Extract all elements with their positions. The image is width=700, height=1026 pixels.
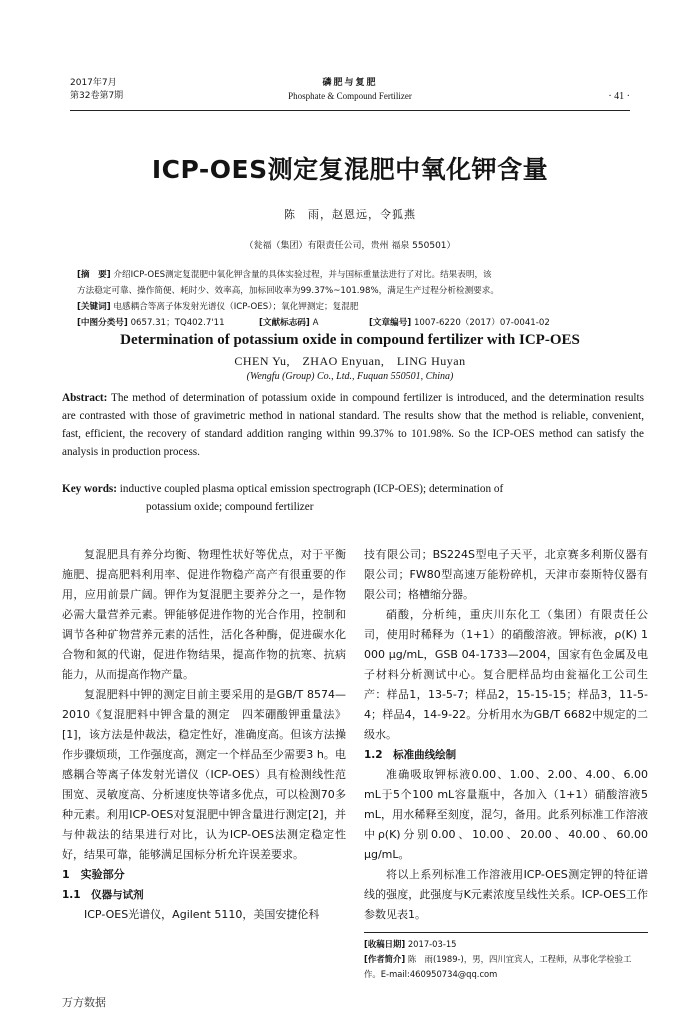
classification-row [77, 315, 640, 331]
article-no-item [369, 315, 550, 331]
article-no-label: [文章编号] [369, 318, 412, 328]
keywords-cn-row [77, 299, 640, 315]
article-no-value: 1007-6220（2017）07-0041-02 [413, 318, 550, 328]
clc-value: 0657.31；TQ402.7'11 [130, 318, 225, 328]
keywords-en [62, 480, 644, 516]
keywords-cn-label: [关键词] [77, 302, 111, 312]
abstract-en-text: The method of determination of potassium oxide in compound fertilizer is introduced, and the determination results are contrasted with those of gravimetric method in national standard. The results show that the method is reliable, convenient, fast, efficient, the recovery of standard addition ranging within 99.37% to 101.98%. So the ICP-OES method can satisfy the analysis in production process. [62, 392, 644, 458]
abstract-cn-text1: 介绍ICP-OES测定复混肥中氧化钾含量的具体实验过程，并与国标重量法进行了对比。结果表明，该 [113, 270, 492, 280]
body-column-right [364, 545, 648, 925]
abstract-cn-text2: 方法稳定可靠、操作简便、耗时少、效率高，加标回收率为99.37%~101.98%，满足生产过程分析检测要求。 [77, 286, 499, 296]
journal-name-cn: 磷肥与复肥 [322, 78, 378, 88]
volume-issue: 第32卷第7期 [70, 91, 124, 101]
subsection-heading-calibration: 1.2 标准曲线绘制 [364, 749, 457, 761]
affiliation-en: (Wengfu (Group) Co., Ltd., Fuquan 550501, China) [246, 371, 454, 382]
author-bio [364, 952, 648, 982]
instruments-paragraph: ICP-OES光谱仪，Agilent 5110，美国安捷伦科 [84, 908, 320, 921]
clc-label: [中图分类号] [77, 318, 128, 328]
doc-code-label: [文献标志码] [259, 318, 310, 328]
received-date [364, 937, 648, 952]
page-number: · 41 · [608, 91, 630, 102]
section-heading-experimental: 1 实验部分 [62, 868, 125, 881]
intro-paragraph-2: 复混肥料中钾的测定目前主要采用的是GB/T 8574—2010《复混肥料中钾含量的测定 四苯硼酸钾重量法》[1]，该方法是仲裁法，稳定性好，准确度高。但该方法操作步骤烦琐，工作强度高，测定一个样品至少需要3 h。电感耦合等离子体发射光谱仪（ICP-OES）具有检测线性范围宽、灵敏度高、分析速度快等诸多优点，可以检测70多种元素。利用ICP-OES对复混肥中钾含量进行测定[2]，并与仲裁法的结果进行对比，认为ICP-OES法测定稳定性好，结果可靠，能够满足国标分析允许误差要求。 [62, 688, 346, 861]
keywords-en-line1 [62, 480, 644, 498]
keywords-en-label: Key words: [62, 483, 117, 495]
subsection-heading-instruments: 1.1 仪器与试剂 [62, 889, 144, 901]
abstract-cn-line1 [77, 267, 640, 283]
running-header [70, 77, 630, 111]
author-bio-text: 陈 雨(1989-)，男，四川宜宾人，工程师，从事化学检验工作。E-mail:460950734@qq.com [364, 954, 632, 979]
abstract-cn-label: [摘 要] [77, 270, 111, 280]
doc-code-value: A [312, 318, 319, 328]
year-month: 2017年7月 [70, 78, 117, 88]
abstract-cn [77, 267, 640, 331]
reagents-paragraph: 硝酸，分析纯，重庆川东化工（集团）有限责任公司，使用时稀释为（1+1）的硝酸溶液。钾标液，ρ(K) 1 000 μg/mL，GSB 04-1733—2004，国家有色金属及电子材料分析测试中心。复合肥样品均由瓮福化工公司生产：样品1，13-5-7；样品2，15-15-15；样品3，11-5-4；样品4，14-9-22。分析用水为GB/T 6682中规定的二级水。 [364, 608, 648, 741]
title-en: Determination of potassium oxide in compound fertilizer with ICP-OES [120, 332, 580, 348]
affiliation-cn: （瓮福（集团）有限责任公司，贵州 福泉 550501） [244, 241, 456, 251]
received-label: [收稿日期] [364, 939, 406, 949]
received-value: 2017-03-15 [407, 939, 457, 949]
calibration-paragraph-1: 准确吸取钾标液0.00、1.00、2.00、4.00、6.00 mL于5个100 mL容量瓶中，各加入（1+1）硝酸溶液5 mL，用水稀释至刻度，混匀，备用。此系列标准工作溶液中ρ(K)分别0.00、10.00、20.00、40.00、60.00 μg/mL。 [364, 768, 648, 861]
clc-item [77, 315, 259, 331]
keywords-en-text2: potassium oxide; compound fertilizer [146, 501, 314, 513]
authors-en: CHEN Yu, ZHAO Enyuan, LING Huyan [234, 354, 466, 368]
authors-cn: 陈 雨，赵恩远，令狐燕 [284, 208, 416, 221]
journal-name-en: Phosphate & Compound Fertilizer [288, 91, 412, 101]
title-cn: ICP-OES测定复混肥中氧化钾含量 [151, 155, 549, 184]
keywords-cn: 电感耦合等离子体发射光谱仪（ICP-OES）；氧化钾测定；复混肥 [113, 302, 359, 312]
calibration-paragraph-2: 将以上系列标准工作溶液用ICP-OES测定钾的特征谱线的强度，此强度与K元素浓度呈线性关系。ICP-OES工作参数见表1。 [364, 868, 648, 921]
intro-paragraph-1: 复混肥具有养分均衡、物理性状好等优点，对于平衡施肥、提高肥料利用率、促进作物稳产高产有很重要的作用，应用前景广阔。钾作为复混肥主要养分之一，是作物必需大量营养元素。钾能够促进作物的光合作用，控制和调节各种矿物营养元素的活性，活化各种酶，促进碳水化合物和氮的代谢，促进作物结果，提高作物的抗寒、抗病能力，从而提高作物产量。 [62, 548, 346, 681]
doc-code-item [259, 315, 369, 331]
footnote [364, 932, 648, 982]
abstract-en [62, 389, 644, 461]
instruments-paragraph-cont: 技有限公司；BS224S型电子天平，北京赛多利斯仪器有限公司；FW80型高速万能粉碎机，天津市泰斯特仪器有限公司；格槽缩分器。 [364, 548, 648, 601]
watermark: 万方数据 [62, 996, 106, 1009]
body-column-left [62, 545, 346, 925]
keywords-en-text1: inductive coupled plasma optical emission spectrograph (ICP-OES); determination of [119, 483, 504, 495]
journal-name [70, 77, 630, 103]
author-bio-label: [作者简介] [364, 954, 406, 964]
abstract-en-label: Abstract: [62, 392, 108, 404]
